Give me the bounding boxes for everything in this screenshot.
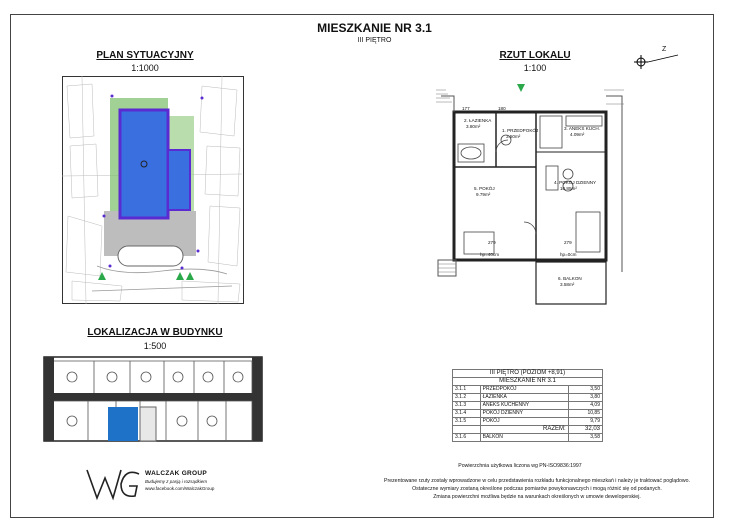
bedroom-label: 5. POKÓJ xyxy=(474,186,495,191)
floor-plan-scale: 1:100 xyxy=(523,63,547,73)
north-arrow xyxy=(634,48,684,72)
site-plan-title: PLAN SYTUACYJNY xyxy=(96,50,194,61)
dim-hp-right: hp=0cm xyxy=(560,252,577,257)
logo-tagline: Budujemy z pasją i rozsądkiem xyxy=(145,479,208,484)
floor-label: III PIĘTRO xyxy=(357,37,392,44)
dim-279-right: 279 xyxy=(564,240,572,245)
area-table xyxy=(452,369,603,442)
dim-hp-left: hp=40cm xyxy=(480,252,500,257)
highlighted-apartment xyxy=(108,407,138,441)
bathroom-label: 2. ŁAZIENKA xyxy=(464,118,492,123)
building-location-scale: 1:500 xyxy=(143,341,167,351)
table-level: III PIĘTRO (POZIOM +8,91) xyxy=(453,370,603,378)
table-unit: MIESZKANIE NR 3.1 xyxy=(453,378,603,386)
total-label: RAZEM: xyxy=(480,426,568,434)
page-title: MIESZKANIE NR 3.1 xyxy=(317,21,432,35)
hall-label: 1. PRZEDPOKÓJ xyxy=(502,128,539,133)
balcony-area: 3.58m² xyxy=(560,282,575,287)
north-label: Z xyxy=(662,46,667,53)
disclaimer-line-1: Prezentowane rzuty zostały wprowadzone w celu przedstawienia rozkładu funkcjonalnego mieszkań i należy je traktować poglądowo. xyxy=(384,478,690,484)
company-logo xyxy=(85,466,215,507)
building-floor-key-plan xyxy=(42,353,267,445)
table-row: 3.1.6 BALKON 3,58 xyxy=(453,434,603,442)
table-row: 3.1.3 ANEKS KUCHENNY 4,09 xyxy=(453,402,603,410)
building-location-title: LOKALIZACJA W BUDYNKU xyxy=(87,327,223,338)
hall-area: 3.50m² xyxy=(506,134,521,139)
entrance-marker xyxy=(517,84,525,92)
balcony-label: 6. BALKON xyxy=(558,276,582,281)
wg-logo-icon xyxy=(85,466,145,502)
area-standard-note: Powierzchnia użytkowa liczona wg PN-ISO9836:1997 xyxy=(458,463,582,469)
logo-url[interactable]: www.facebook.com/WalczakGroup xyxy=(145,486,215,491)
kitchen-area: 4.09m² xyxy=(570,132,585,137)
site-plan-drawing xyxy=(62,76,244,304)
bedroom-area: 9.79m² xyxy=(476,192,491,197)
dim-180: 180 xyxy=(498,106,506,111)
bathroom-area: 3.80m² xyxy=(466,124,481,129)
logo-company-name: WALCZAK GROUP xyxy=(145,470,208,477)
compass-icon xyxy=(634,48,684,72)
table-row: 3.1.4 POKÓJ DZIENNY 10,85 xyxy=(453,410,603,418)
table-total-row xyxy=(453,426,603,434)
apartment-floor-plan xyxy=(436,82,628,314)
table-row: 3.1.5 POKÓJ 9,79 xyxy=(453,418,603,426)
table-row: 3.1.1 PRZEDPOKÓJ 3,50 xyxy=(453,386,603,394)
dim-177: 177 xyxy=(462,106,470,111)
site-plan-scale: 1:1000 xyxy=(131,63,159,73)
total-area: 32,03 xyxy=(568,426,602,434)
table-row: 3.1.2 ŁAZIENKA 3,80 xyxy=(453,394,603,402)
disclaimer-line-2: Ostateczne wymiary zostaną określone podczas pomiarów powykonawczych i mogą różnić się od podanych. xyxy=(412,486,662,492)
living-room-area: 10.85m² xyxy=(560,186,577,191)
floor-plan-title: RZUT LOKALU xyxy=(499,50,571,61)
living-room-label: 4. POKÓJ DZIENNY xyxy=(554,180,597,185)
dim-279-left: 279 xyxy=(488,240,496,245)
kitchen-label: 3. ANEKS KUCH. xyxy=(564,126,600,131)
disclaimer-line-3: Zmiana powierzchni możliwa będzie na warunkach określonych w umowie deweloperskiej. xyxy=(433,494,641,500)
